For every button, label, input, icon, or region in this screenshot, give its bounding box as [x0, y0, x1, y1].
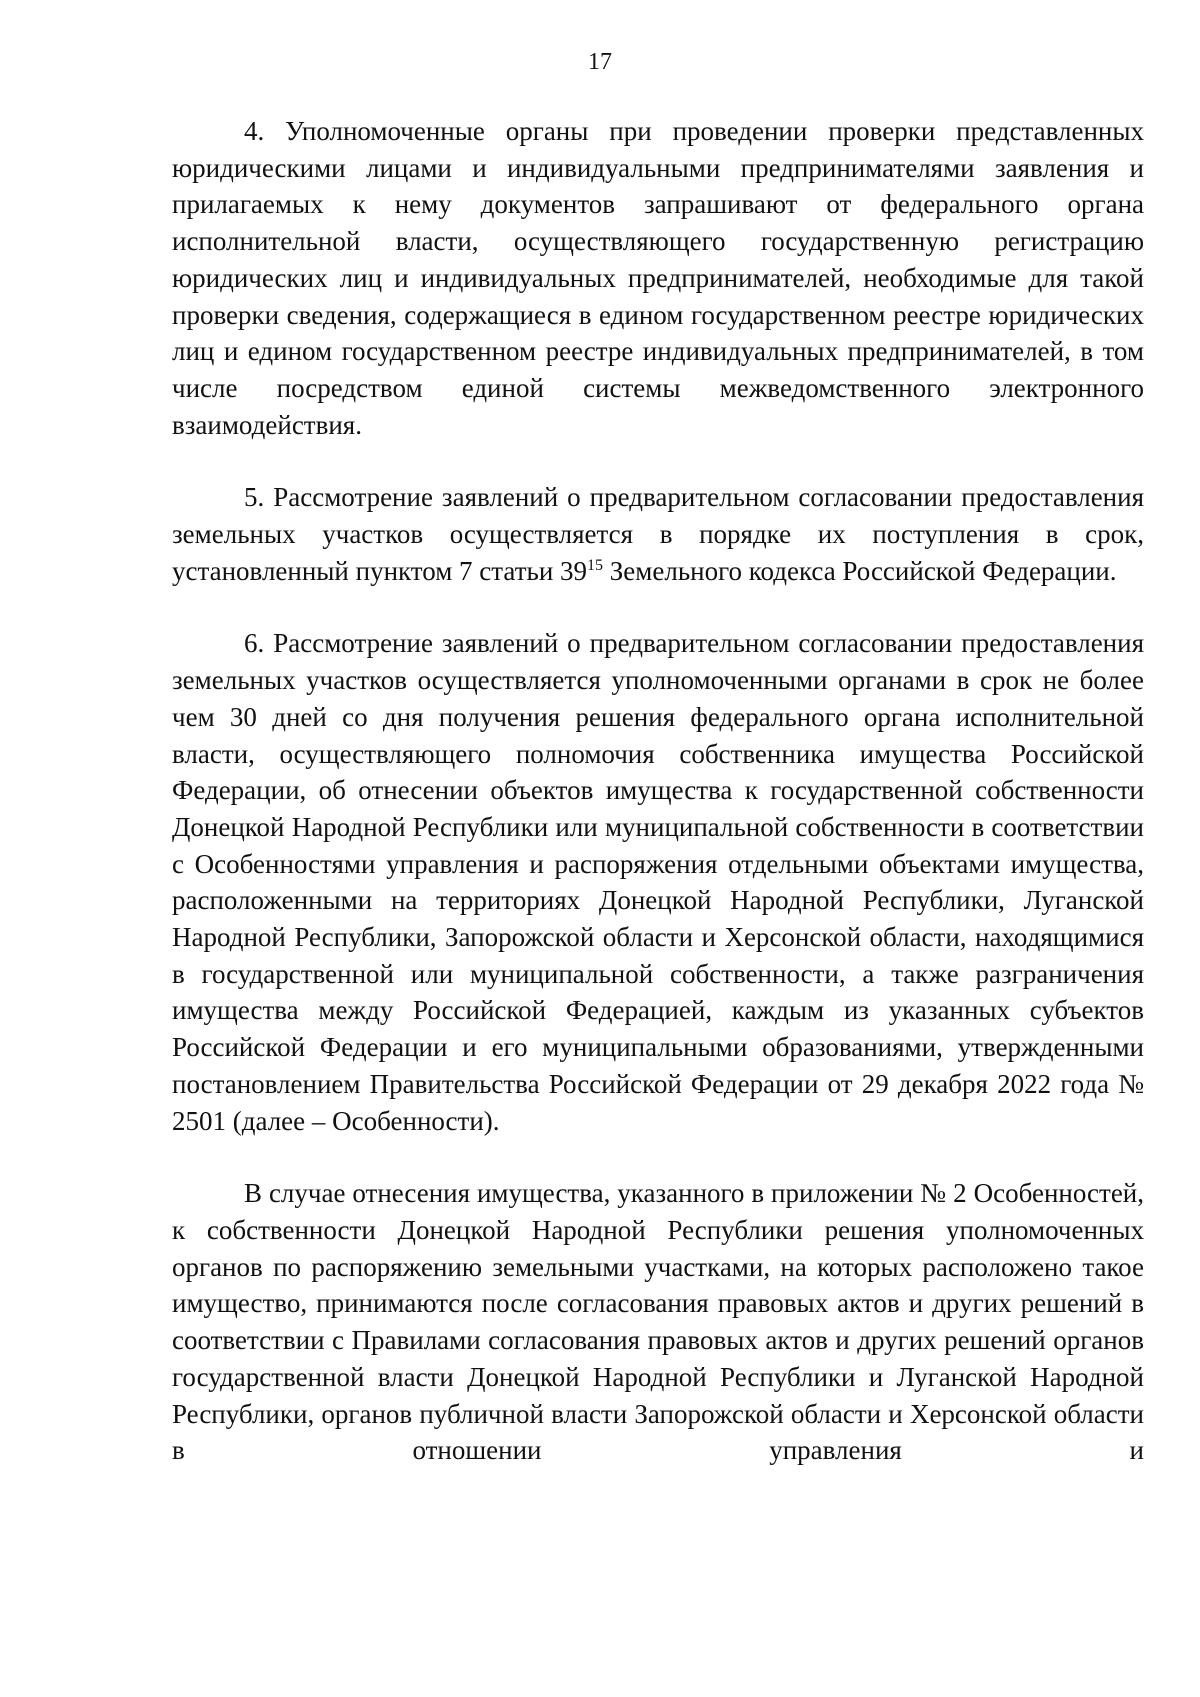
document-body — [172, 113, 1144, 1469]
paragraph-5 — [172, 479, 1144, 589]
paragraph-5-text-end: Земельного кодекса Российской Федерации. — [603, 555, 1117, 586]
paragraph-5-text: 5. Рассмотрение заявлений о предварительном согласовании предоставления земельных участков осуществляется в порядке их поступления в срок, установленный пунктом 7 статьи 39 — [172, 482, 1144, 586]
paragraph-6-continuation: В случае отнесения имущества, указанного в приложении № 2 Особенностей, к собственности Донецкой Народной Республики решения уполномоченных органов по распоряжению земельными участками, на которых расположено такое имущество, принимаются после согласования правовых актов и других решений в соответствии с Правилами согласования правовых актов и других решений органов государственной власти Донецкой Народной Республики и Луганской Народной Республики, органов публичной власти Запорожской области и Херсонской области в отношении управления и — [172, 1178, 1144, 1466]
page-number: 17 — [588, 49, 612, 75]
article-superscript: 15 — [587, 556, 604, 574]
paragraph-6: 6. Рассмотрение заявлений о предварительном согласовании предоставления земельных участков осуществляется уполномоченными органами в срок не более чем 30 дней со дня получения решения федерального органа исполнительной власти, осуществляющего полномочия собственника имущества Российской Федерации, об отнесении объектов имущества к государственной собственности Донецкой Народной Республики или муниципальной собственности в соответствии с Особенностями управления и распоряжения отдельными объектами имущества, расположенными на территориях Донецкой Народной Республики, Луганской Народной Республики, Запорожской области и Херсонской области, находящимися в государственной или муниципальной собственности, а также разграничения имущества между Российской Федерацией, каждым из указанных субъектов Российской Федерации и его муниципальными образованиями, утвержденными постановлением Правительства Российской Федерации от 29 декабря 2022 года № 2501 (далее – Особенности). — [172, 628, 1144, 1136]
paragraph-4: 4. Уполномоченные органы при проведении проверки представленных юридическими лицами и индивидуальными предпринимателями заявления и прилагаемых к нему документов запрашивают от федерального органа исполнительной власти, осуществляющего государственную регистрацию юридических лиц и индивидуальных предпринимателей, необходимые для такой проверки сведения, содержащиеся в едином государственном реестре юридических лиц и едином государственном реестре индивидуальных предпринимателей, в том числе посредством единой системы межведомственного электронного взаимодействия. — [172, 116, 1144, 440]
